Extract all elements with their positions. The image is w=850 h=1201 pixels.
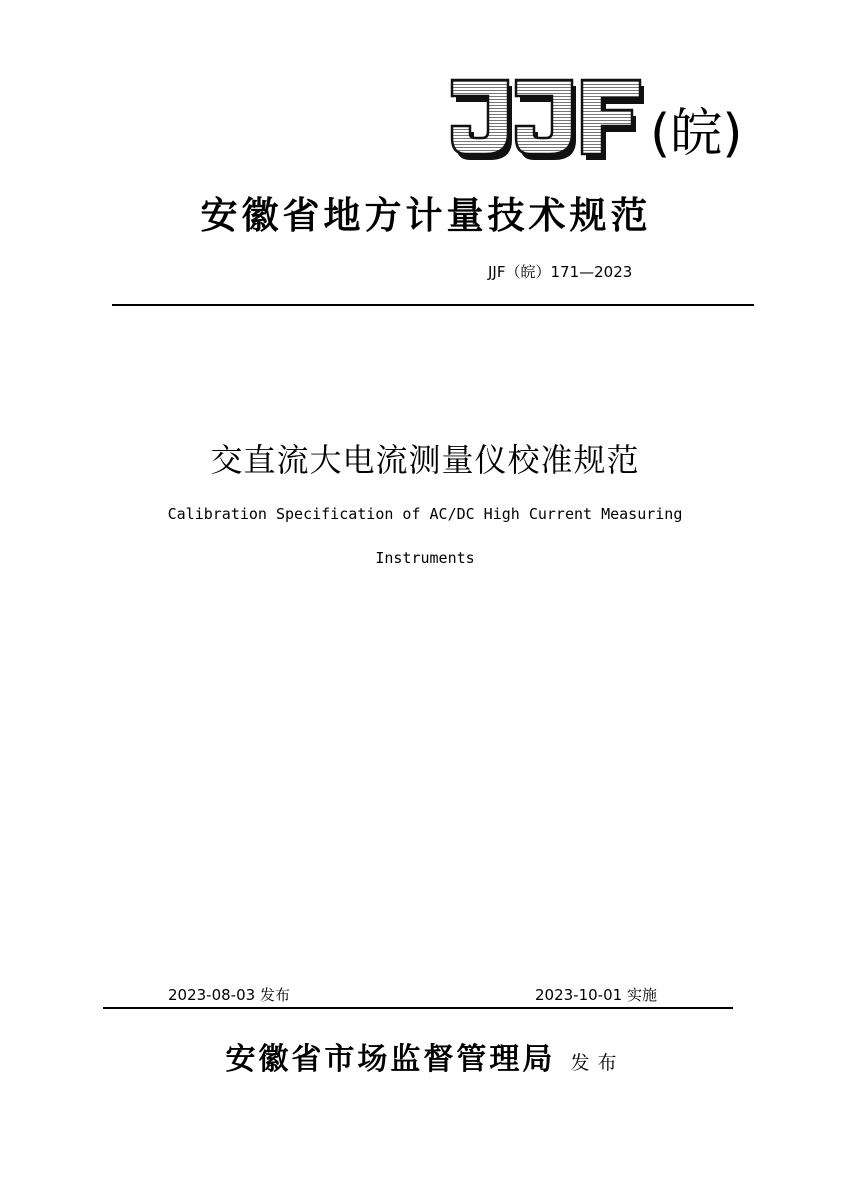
top-divider [112,304,754,306]
document-title-en-line2: Instruments [375,549,475,567]
logo-suffix: (皖) [650,104,743,164]
issuer-action: 发布 [570,1052,625,1074]
document-title-en-line1: Calibration Specification of AC/DC High Current Measuring [167,505,683,523]
bottom-divider [103,1007,733,1009]
issuer-row [0,1036,850,1087]
standard-category: 安徽省地方计量技术规范 [200,194,652,237]
effective-date: 2023-10-01 实施 [535,986,657,1004]
document-title-zh: 交直流大电流测量仪校准规范 [210,441,640,479]
jjf-standard-logo-icon [448,74,648,164]
issuer-name: 安徽省市场监督管理局 [225,1042,556,1077]
standard-number: JJF（皖）171—2023 [488,263,633,281]
issue-date: 2023-08-03 发布 [168,986,290,1004]
